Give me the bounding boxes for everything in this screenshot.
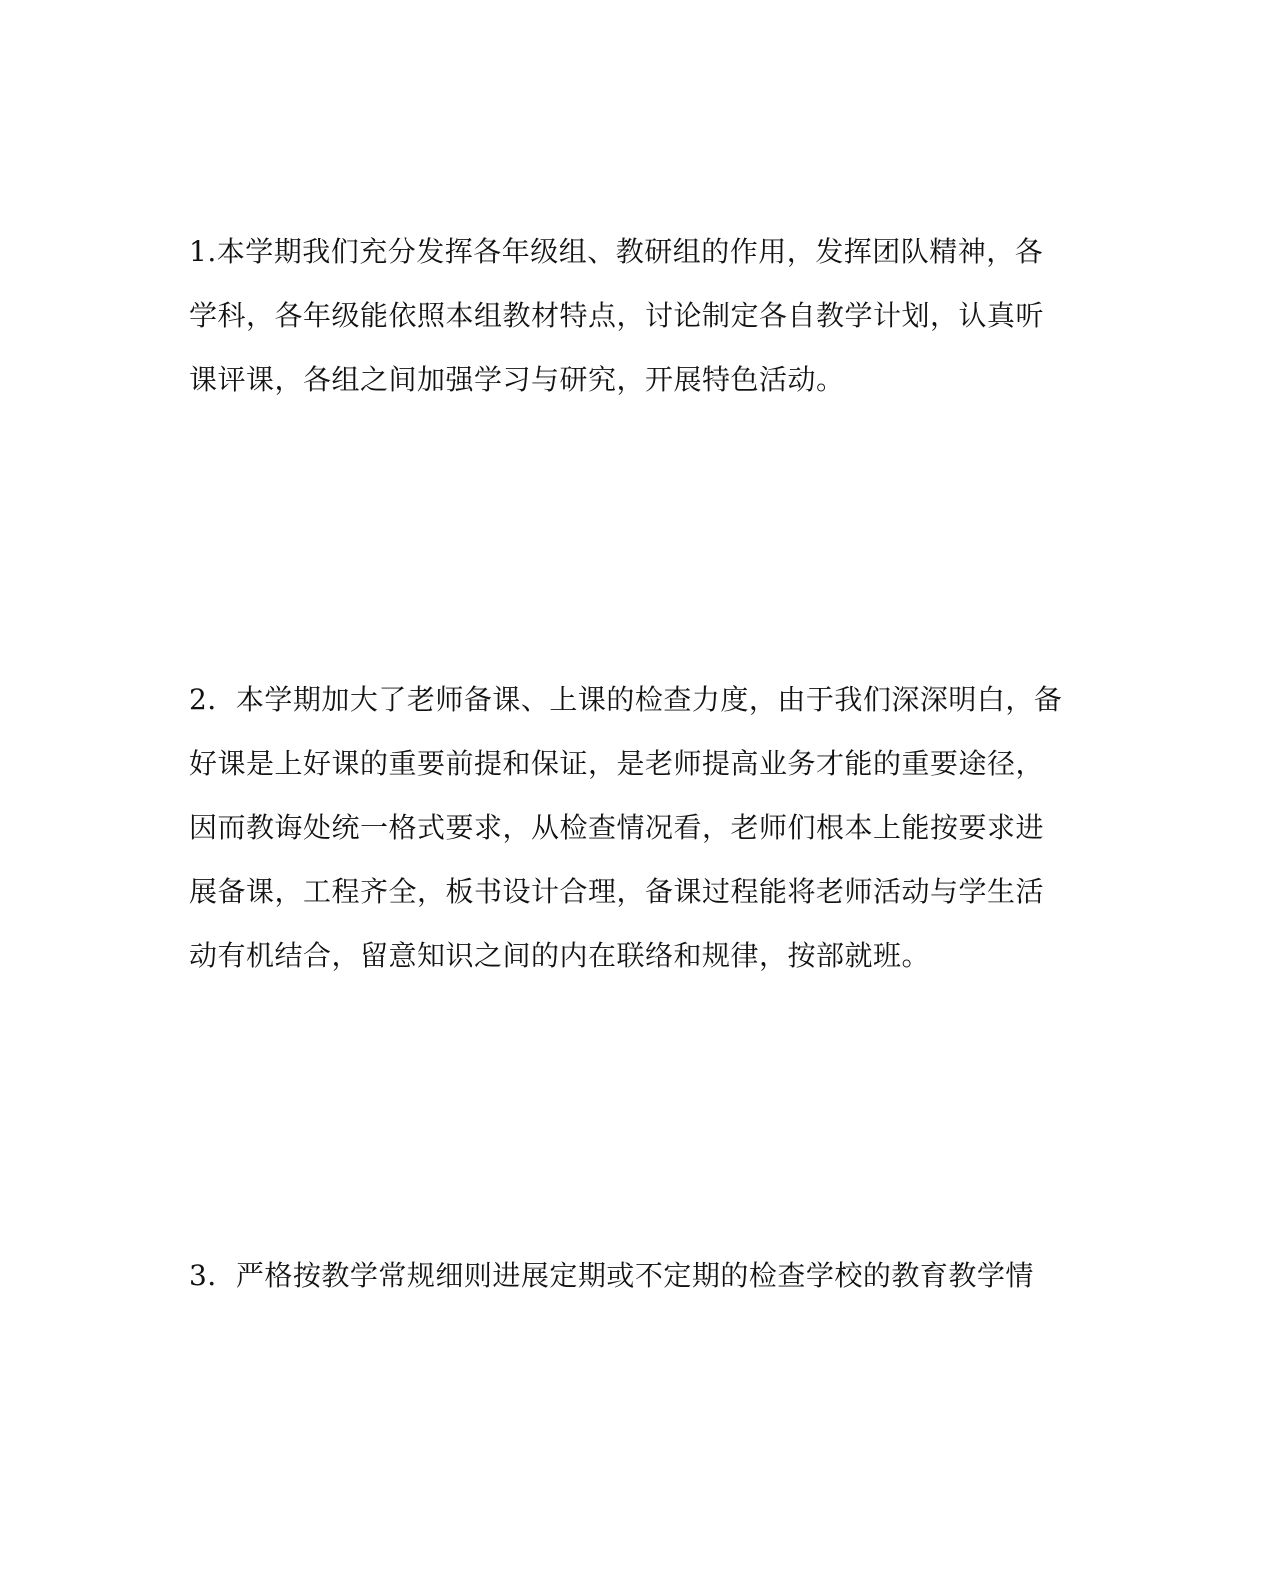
paragraph-2-line-2: 好课是上好课的重要前提和保证，是老师提高业务才能的重要途径，	[189, 747, 1045, 780]
paragraph-3-line-1: 3．严格按教学常规细则进展定期或不定期的检查学校的教育教学情	[189, 1259, 1034, 1292]
paragraph-1-line-2: 学科，各年级能依照本组教材特点，讨论制定各自教学计划，认真听	[189, 299, 1045, 332]
paragraph-2-line-3: 因而教诲处统一格式要求，从检查情况看，老师们根本上能按要求进	[189, 811, 1045, 844]
paragraph-1	[189, 220, 1069, 412]
paragraph-2	[189, 668, 1069, 988]
paragraph-2-line-1: 2．本学期加大了老师备课、上课的检查力度，由于我们深深明白，备	[189, 683, 1063, 716]
paragraph-2-line-5: 动有机结合，留意知识之间的内在联络和规律，按部就班。	[189, 939, 931, 972]
paragraph-3	[189, 1244, 1069, 1308]
paragraph-1-line-3: 课评课，各组之间加强学习与研究，开展特色活动。	[189, 363, 845, 396]
paragraph-1-line-1: 1.本学期我们充分发挥各年级组、教研组的作用，发挥团队精神，各	[189, 235, 1044, 268]
paragraph-2-line-4: 展备课，工程齐全，板书设计合理，备课过程能将老师活动与学生活	[189, 875, 1045, 908]
